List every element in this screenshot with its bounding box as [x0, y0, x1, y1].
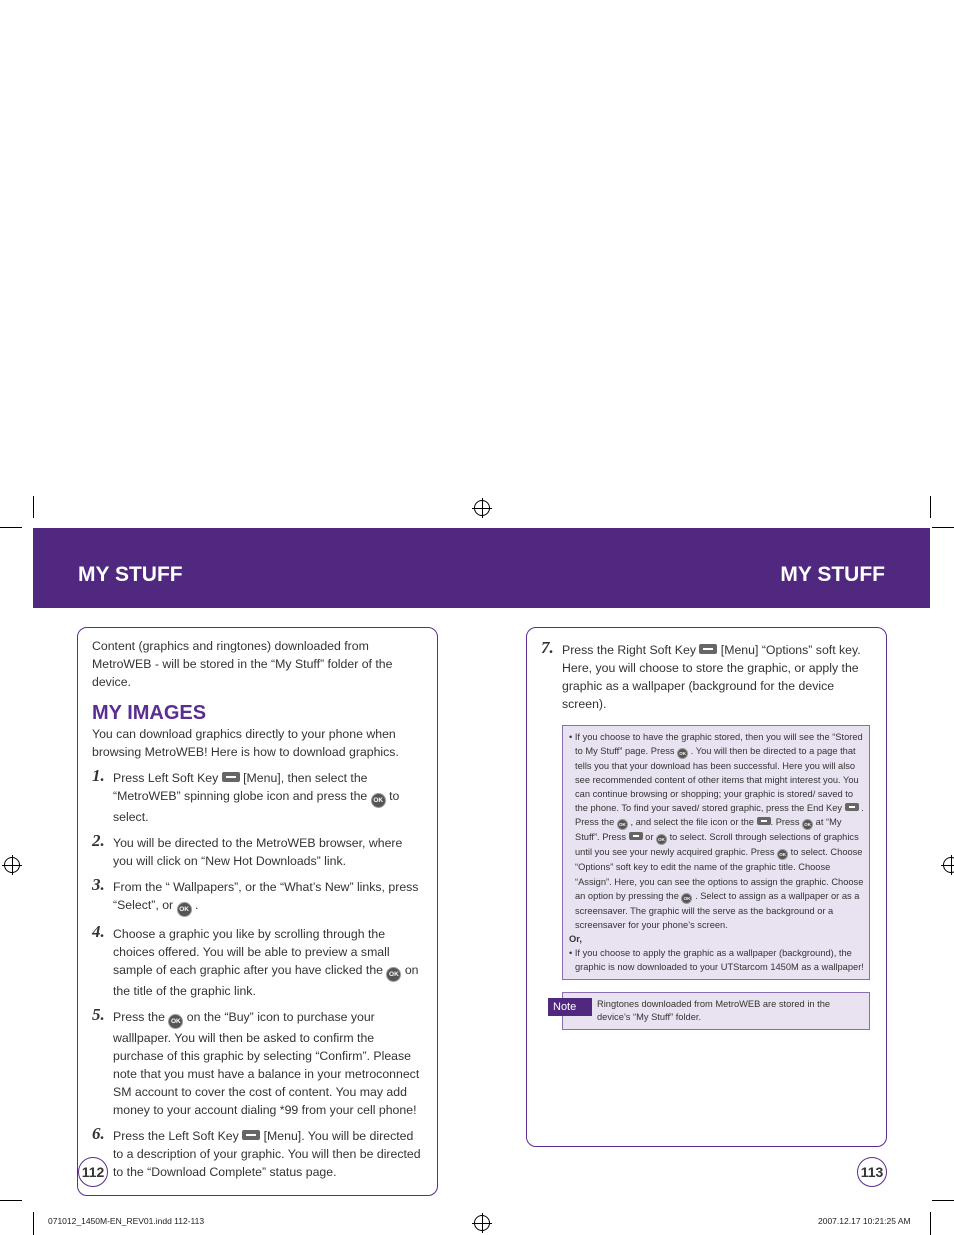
step-number: 6. — [92, 1124, 105, 1143]
ok-button-icon: OK — [677, 748, 688, 759]
left-content-panel — [77, 627, 438, 1196]
step-text — [562, 641, 870, 713]
crop-mark — [0, 1200, 22, 1201]
soft-key-icon — [699, 644, 717, 654]
text-run: Press Left Soft Key — [113, 771, 222, 785]
step-number: 3. — [92, 875, 105, 894]
ok-button-icon: OK — [177, 902, 192, 917]
text-run: on the title of the graphic link. — [113, 963, 419, 998]
crop-mark — [930, 1212, 931, 1235]
intro-text — [92, 637, 423, 691]
text-run: Press the Left Soft Key — [113, 1129, 243, 1143]
ok-button-icon: OK — [777, 849, 788, 860]
crop-mark — [33, 1212, 34, 1235]
step-text — [113, 925, 423, 1000]
registration-mark-icon — [474, 500, 490, 516]
step-number: 5. — [92, 1005, 105, 1024]
ok-button-icon: OK — [681, 893, 692, 904]
right-content-panel — [526, 627, 887, 1147]
info-bullet-stored — [569, 730, 865, 932]
right-page-title: MY STUFF — [780, 563, 885, 586]
text-run: [Menu] “Options” soft key. Here, you will choose to store the graphic, or apply the graphic as a wallpaper (background for the device screen). — [562, 643, 861, 711]
soft-key-icon — [629, 832, 643, 840]
text-run: You will be directed to the MetroWEB browser, where you will click on “New Hot Downloads” link. — [113, 836, 403, 868]
ok-button-icon: OK — [371, 793, 386, 808]
text-run: Or, — [569, 933, 582, 944]
text-run: From the “ Wallpapers”, or the “What’s New” links, press “Select”, or — [113, 880, 419, 912]
text-run: [Menu]. You will be directed to a description of your graphic. You will then be directed to the “Download Complete” status page. — [113, 1129, 421, 1179]
step-7 — [541, 638, 870, 713]
crop-mark — [0, 527, 22, 528]
page-number-right: 113 — [857, 1157, 887, 1187]
crop-mark — [932, 1200, 954, 1201]
step-number: 1. — [92, 766, 105, 785]
text-run: at “My Stuff”. Press — [575, 817, 842, 843]
right-content — [527, 628, 886, 1044]
info-bullet-wallpaper — [569, 946, 865, 974]
step-5 — [92, 1005, 423, 1119]
step-2 — [92, 831, 423, 870]
step-text — [113, 834, 423, 870]
ok-button-icon: OK — [617, 819, 628, 830]
text-run: . — [191, 898, 199, 912]
note-text: Ringtones downloaded from MetroWEB are stored in the device’s “My Stuff” folder. — [597, 999, 831, 1023]
text-run: You can download graphics directly to your phone when browsing MetroWEB! Here is how to download graphics. — [92, 727, 399, 759]
footer-timestamp: 2007.12.17 10:21:25 AM — [818, 1216, 911, 1226]
text-run: Press the — [113, 1010, 169, 1024]
step-text — [113, 769, 423, 826]
info-or — [569, 932, 865, 946]
text-run: Content (graphics and ringtones) downloaded from MetroWEB - will be stored in the “My Stuff” folder of the device. — [92, 639, 393, 689]
text-run: to select. Choose “Options” soft key to edit the name of the graphic title. Choose “Assign”. Here, you can see the options to assign the graphic. Choose an option by pressing the — [575, 847, 864, 901]
crop-mark — [932, 527, 954, 528]
step-6 — [92, 1124, 423, 1181]
text-run: . Select to assign as a wallpaper or as a screensaver. The graphic will the serve as the background or a screensaver for your phone’s screen. — [575, 890, 860, 930]
soft-key-icon — [242, 1130, 260, 1140]
ok-button-icon: OK — [656, 834, 667, 845]
text-run: to select. — [113, 789, 400, 824]
note — [553, 992, 870, 1030]
note-label: Note — [548, 998, 592, 1016]
page-number-left: 112 — [78, 1157, 108, 1187]
text-run: Press the Right Soft Key — [562, 643, 700, 657]
text-run: or — [642, 832, 656, 843]
footer-file: 071012_1450M-EN_REV01.indd 112-113 — [48, 1216, 205, 1226]
step-number: 7. — [541, 638, 554, 657]
note-box — [562, 992, 870, 1030]
section-intro — [92, 725, 423, 761]
text-run: . Press the — [575, 803, 864, 828]
registration-mark-icon — [4, 857, 20, 873]
step-text — [113, 1008, 423, 1119]
text-run: . Press — [770, 817, 803, 828]
text-run: . You will then be directed to a page that tells you that your download has been successful. Here you will also see recommended content of other items that might interest you. You can continue browsing or shopping; your graphic is stored/ saved to the phone. To find your saved/ stored graphic, press the End Key — [575, 746, 859, 814]
ok-button-icon: OK — [386, 967, 401, 982]
registration-mark-icon — [474, 1215, 490, 1231]
text-run: on the “Buy” icon to purchase your walllpaper. You will then be asked to confirm the purchase of this graphic by selecting “Confirm”. Please note that you must have a balance in your metroconnect SM account to cover the cost of content. You may add money to your account dialing *99 from your cell phone! — [113, 1010, 420, 1117]
text-run: • If you choose to have the graphic stored, then you will see the “Stored to My Stuff” page. Press — [569, 732, 863, 757]
step-3 — [92, 875, 423, 917]
section-title: MY IMAGES — [92, 702, 207, 724]
ok-button-icon: OK — [802, 819, 813, 830]
info-box — [562, 725, 870, 980]
ok-button-icon: OK — [168, 1014, 183, 1029]
left-page-title: MY STUFF — [78, 563, 183, 586]
text-run: [Menu], then select the “MetroWEB” spinning globe icon and press the — [113, 771, 371, 803]
crop-mark — [33, 496, 34, 518]
text-run: • If you choose to apply the graphic as a wallpaper (background), the graphic is now downloaded to your UTStarcom 1450M as a wallpaper! — [569, 947, 864, 973]
text-run: to select. Scroll through selections of graphics until you see your newly acquired graphic. Press — [575, 832, 859, 858]
step-1 — [92, 766, 423, 826]
soft-key-icon — [845, 803, 859, 811]
step-text — [113, 878, 423, 917]
step-4 — [92, 922, 423, 1000]
text-run: , and select the file icon or the — [627, 817, 757, 828]
crop-mark — [930, 496, 931, 518]
soft-key-icon — [222, 772, 240, 782]
step-number: 2. — [92, 831, 105, 850]
left-content — [78, 628, 437, 1195]
step-number: 4. — [92, 922, 105, 941]
registration-mark-icon — [943, 857, 954, 873]
soft-key-icon — [757, 817, 771, 825]
step-text — [113, 1127, 423, 1181]
text-run: Choose a graphic you like by scrolling through the choices offered. You will be able to preview a small sample of each graphic after you have clicked the — [113, 927, 390, 977]
